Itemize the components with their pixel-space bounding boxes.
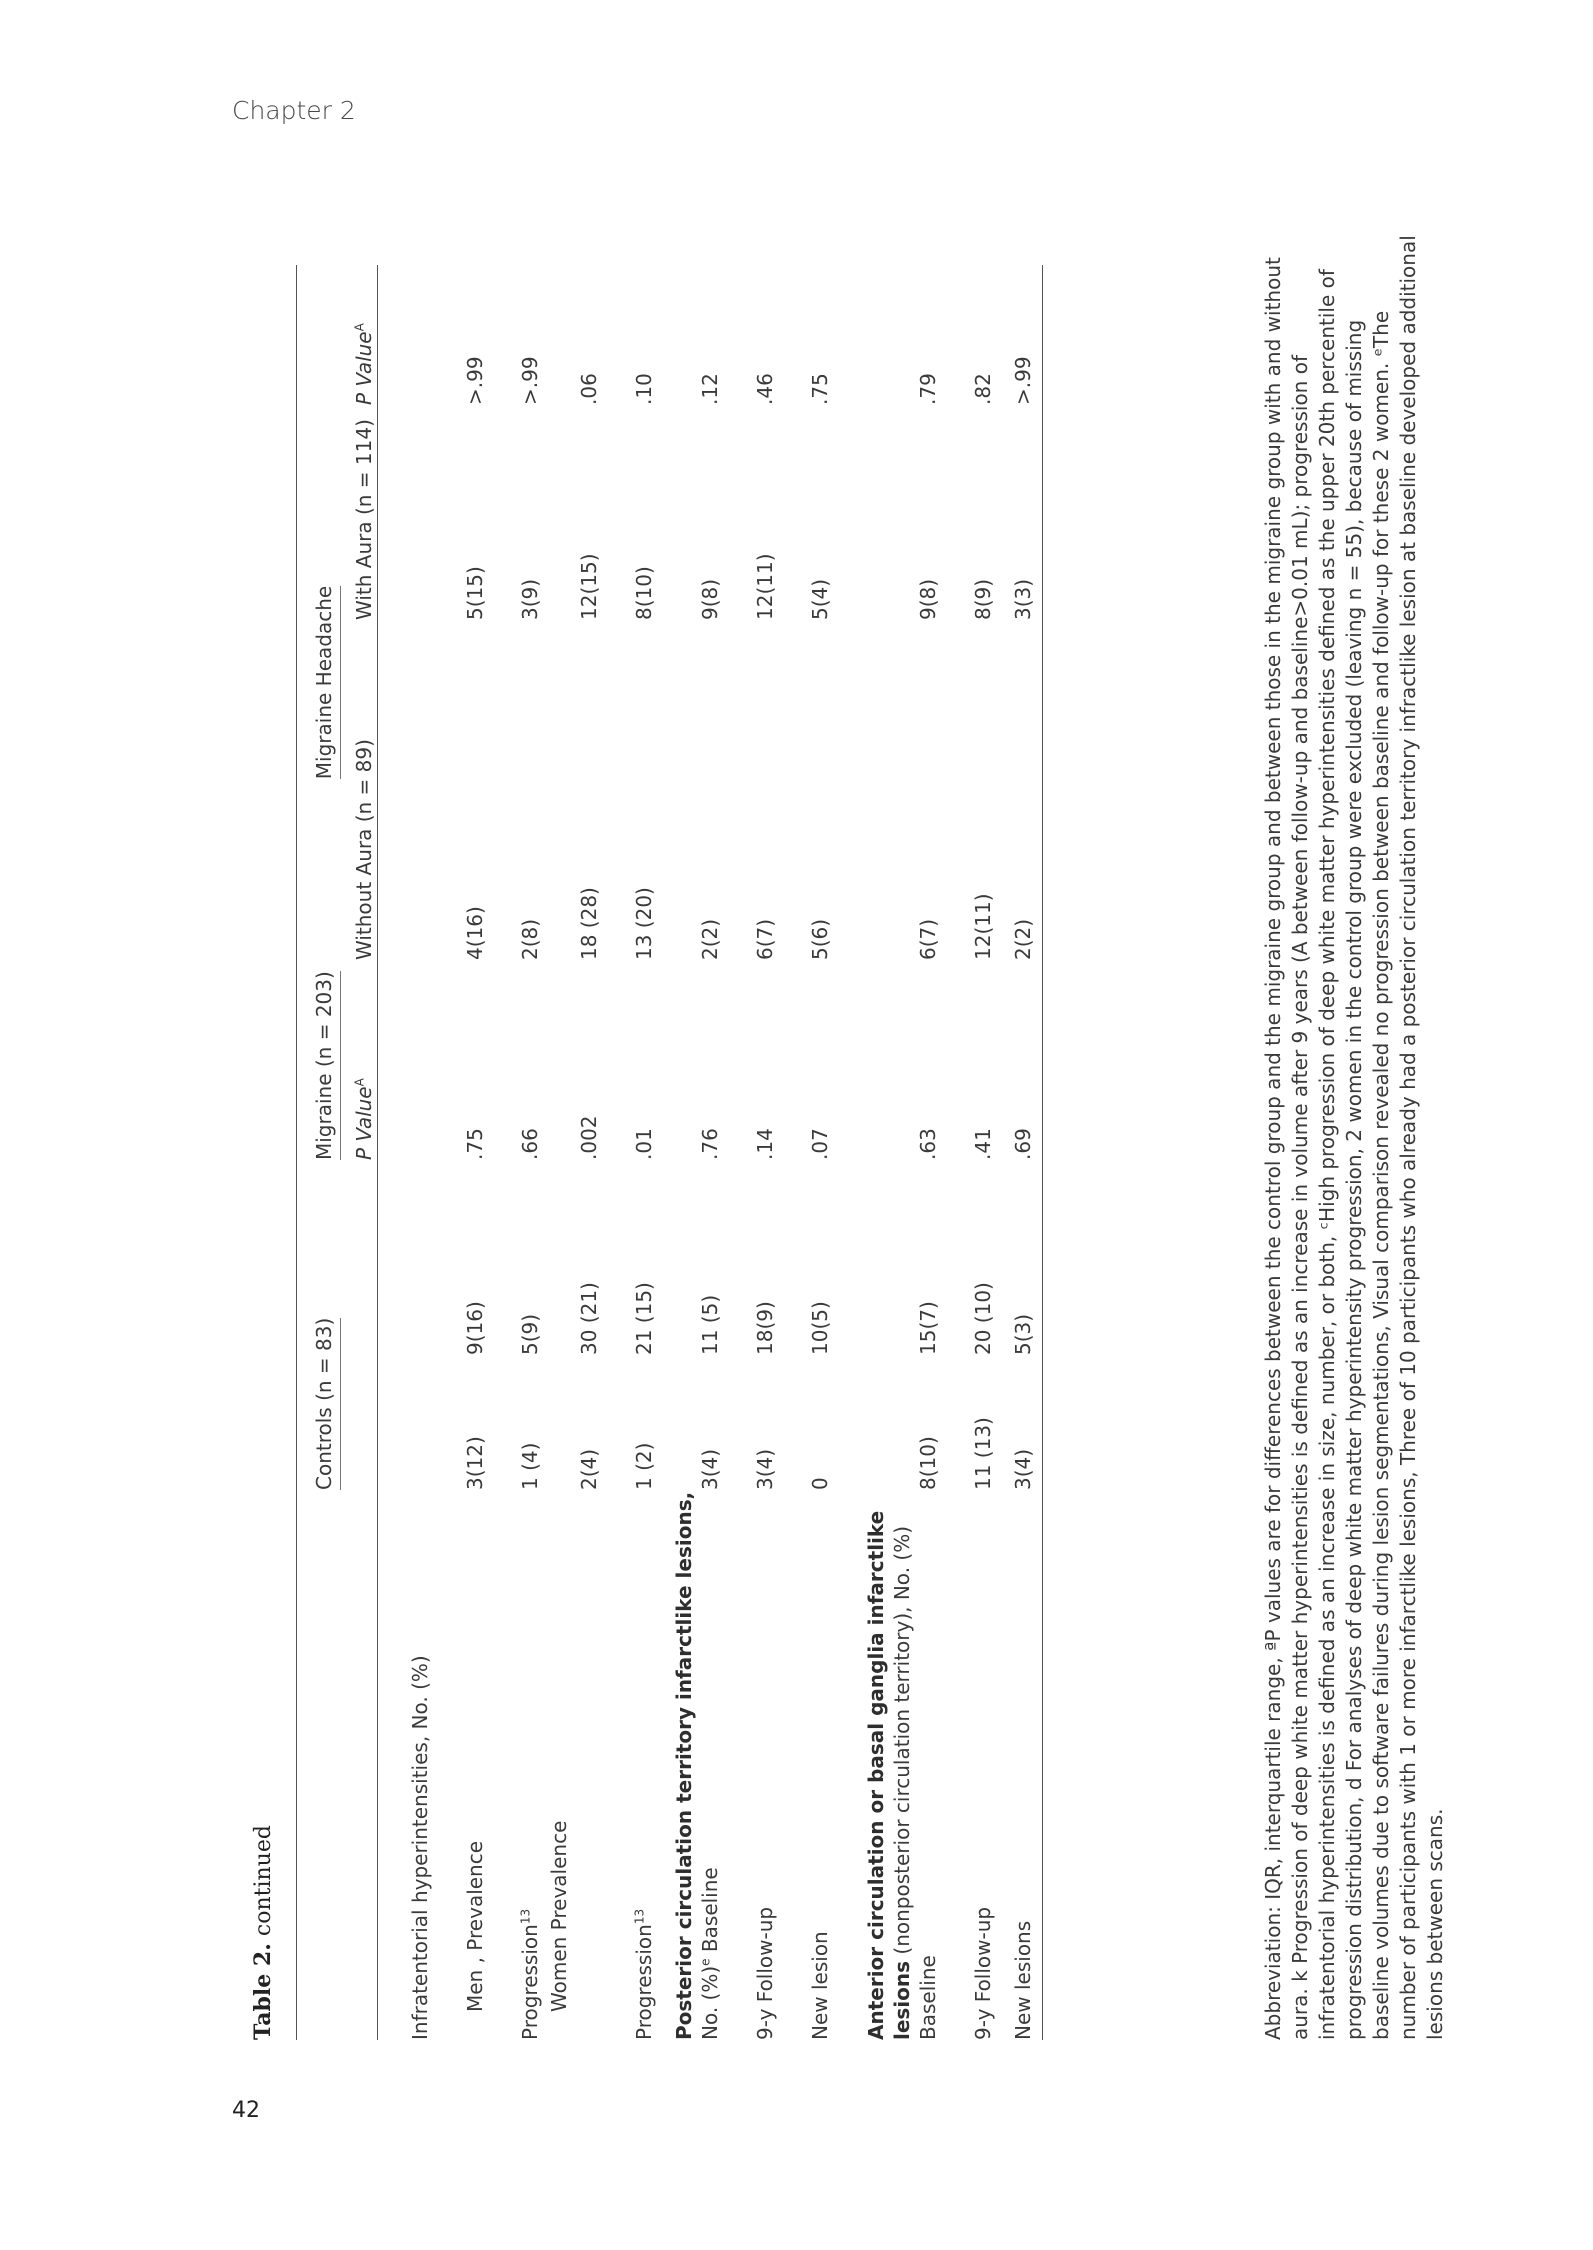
pvalue-cell: .82 (971, 373, 995, 405)
pvalue-cell: .46 (753, 373, 777, 405)
table-row (833, 265, 941, 2040)
controls-cell: 3(4) (753, 1448, 777, 1490)
without-aura-cell: 6(7) (916, 918, 940, 960)
table-row (543, 265, 602, 2040)
pvalue-cell: .75 (808, 373, 832, 405)
data-table (296, 265, 1043, 2040)
migraine-group-header: Migraine (n = 203) (312, 971, 341, 1160)
migraine-cell: 21 (15) (632, 1282, 656, 1355)
migraine-headache-group-header: Migraine Headache (312, 586, 341, 779)
pvalue-cell: .69 (996, 960, 1043, 1160)
controls-cell: 3(12) (463, 1436, 487, 1490)
migraine-cell: 9(16) (463, 1301, 487, 1355)
table-row (778, 265, 833, 2040)
chapter-header: Chapter 2 (232, 96, 356, 125)
row-label: Men , Prevalence (463, 1840, 487, 2012)
pvalue-header-2: P Value$^A$ (341, 265, 378, 405)
row-label: Anterior circulation or basal ganglia infarctlike lesions (nonposterior circulation territory), No. (%) Baseline (864, 1510, 940, 2040)
table-row (378, 265, 434, 2040)
with-aura-cell: 8(10) (632, 566, 656, 620)
row-label: 9-y Follow-up (971, 1906, 995, 2040)
pvalue-cell: .12 (698, 373, 722, 405)
migraine-cell: 20 (10) (971, 1282, 995, 1355)
without-aura-cell: 6(7) (753, 918, 777, 960)
migraine-cell: 30 (21) (577, 1282, 601, 1355)
page-number: 42 (232, 2098, 260, 2123)
without-aura-cell: 5(6) (808, 918, 832, 960)
with-aura-header: With Aura (n = 114) (341, 405, 378, 620)
with-aura-cell: 12(11) (753, 553, 777, 620)
row-label: New lesions (996, 1490, 1043, 2040)
pvalue-cell: .10 (632, 373, 656, 405)
without-aura-cell: 2(2) (996, 620, 1043, 960)
migraine-cell: 18(9) (753, 1301, 777, 1355)
pvalue-cell: .06 (577, 373, 601, 405)
controls-cell: 3(4) (996, 1355, 1043, 1490)
migraine-cell: 5(9) (518, 1313, 542, 1355)
table-row (433, 265, 488, 2040)
without-aura-cell: 4(16) (463, 906, 487, 960)
pvalue-cell: .75 (463, 1128, 487, 1160)
rotated-table-block (250, 180, 1447, 2040)
table-row (602, 265, 657, 2040)
controls-cell: 8(10) (916, 1436, 940, 1490)
without-aura-cell: 2(2) (698, 918, 722, 960)
pvalue-cell: .01 (632, 1128, 656, 1160)
table-caption (250, 1825, 278, 2040)
migraine-cell: 11 (5) (698, 1294, 722, 1355)
table-caption-number: Table 2. (250, 1943, 276, 2040)
table-row (996, 265, 1043, 2040)
without-aura-cell: 18 (28) (577, 887, 601, 960)
table-row (488, 265, 543, 2040)
controls-cell: 3(4) (698, 1448, 722, 1490)
migraine-cell: 15(7) (916, 1301, 940, 1355)
row-label: Posterior circulation territory infarctlike lesions, No. (%)$^e$ Baseline (672, 1491, 722, 2040)
row-label: 9-y Follow-up (753, 1906, 777, 2040)
with-aura-cell: 5(4) (808, 578, 832, 620)
pvalue-cell: .76 (698, 1128, 722, 1160)
without-aura-cell: 13 (20) (632, 887, 656, 960)
migraine-cell: 5(3) (996, 1160, 1043, 1355)
pvalue-cell: .41 (971, 1128, 995, 1160)
without-aura-header: Without Aura (n = 89) (341, 620, 378, 960)
table-row (723, 265, 778, 2040)
with-aura-cell: 5(15) (463, 566, 487, 620)
pvalue-cell: .07 (808, 1128, 832, 1160)
pvalue-cell: >.99 (518, 356, 542, 405)
with-aura-cell: 9(8) (698, 578, 722, 620)
row-label: Progression$^{13}$ (632, 1908, 656, 2040)
table-caption-text: continued (251, 1825, 276, 1944)
controls-group-header: Controls (n = 83) (312, 1318, 341, 1490)
migraine-cell: 10(5) (808, 1301, 832, 1355)
controls-cell: 1 (4) (518, 1442, 542, 1490)
with-aura-cell: 3(3) (996, 405, 1043, 620)
table-row (657, 265, 723, 2040)
with-aura-cell: 12(15) (577, 553, 601, 620)
row-label: Women Prevalence (547, 1820, 571, 2012)
pvalue-cell: .79 (916, 373, 940, 405)
table-footnote: Abbreviation: IQR, interquartile range, ªP values are for differences between the control group and the migraine group and between those in the migraine group with and without aura. k Progression of deep white matter hyperintensities is defined as an increase in volume after 9 years (A between follow-up and baseline>0.01 mL); progression of infratentorial hyperintensities is defined as an increase in size, number, or both, ᶜHigh progression of deep white matter hyperintensities defined as the upper 20th percentile of progression distribution, d For analyses of deep white matter hyperintensity progression, 2 women in the control group were excluded (leaving n = 55), because of missing baseline volumes due to software failures during lesion segmentations, Visual comparison revealed no progression between baseline and follow-up for these 2 women. ᵉThe number of participants with 1 or more infarctlike lesions, Three of 10 participants who already had a posterior circulation territory infractlike lesion at baseline developed additional lesions between scans. (1261, 235, 1447, 2040)
row-label: Progression$^{13}$ (518, 1908, 542, 2040)
controls-cell: 0 (808, 1477, 832, 1490)
pvalue-cell: .63 (916, 1128, 940, 1160)
row-label: New lesion (808, 1931, 832, 2040)
with-aura-cell: 9(8) (916, 578, 940, 620)
controls-cell: 2(4) (577, 1448, 601, 1490)
pvalue-cell: .14 (753, 1128, 777, 1160)
with-aura-cell: 3(9) (518, 578, 542, 620)
row-label: Infratentorial hyperintensities, No. (%) (408, 1655, 432, 2040)
pvalue-cell: .66 (518, 1128, 542, 1160)
with-aura-cell: 8(9) (971, 578, 995, 620)
pvalue-cell: .002 (577, 1115, 601, 1160)
without-aura-cell: 2(8) (518, 918, 542, 960)
pvalue-cell: >.99 (996, 265, 1043, 405)
pvalue-header-1: P Value$^A$ (341, 960, 378, 1160)
controls-cell: 1 (2) (632, 1442, 656, 1490)
table-row (941, 265, 996, 2040)
pvalue-cell: >.99 (463, 356, 487, 405)
without-aura-cell: 12(11) (971, 893, 995, 960)
controls-cell: 11 (13) (971, 1417, 995, 1490)
